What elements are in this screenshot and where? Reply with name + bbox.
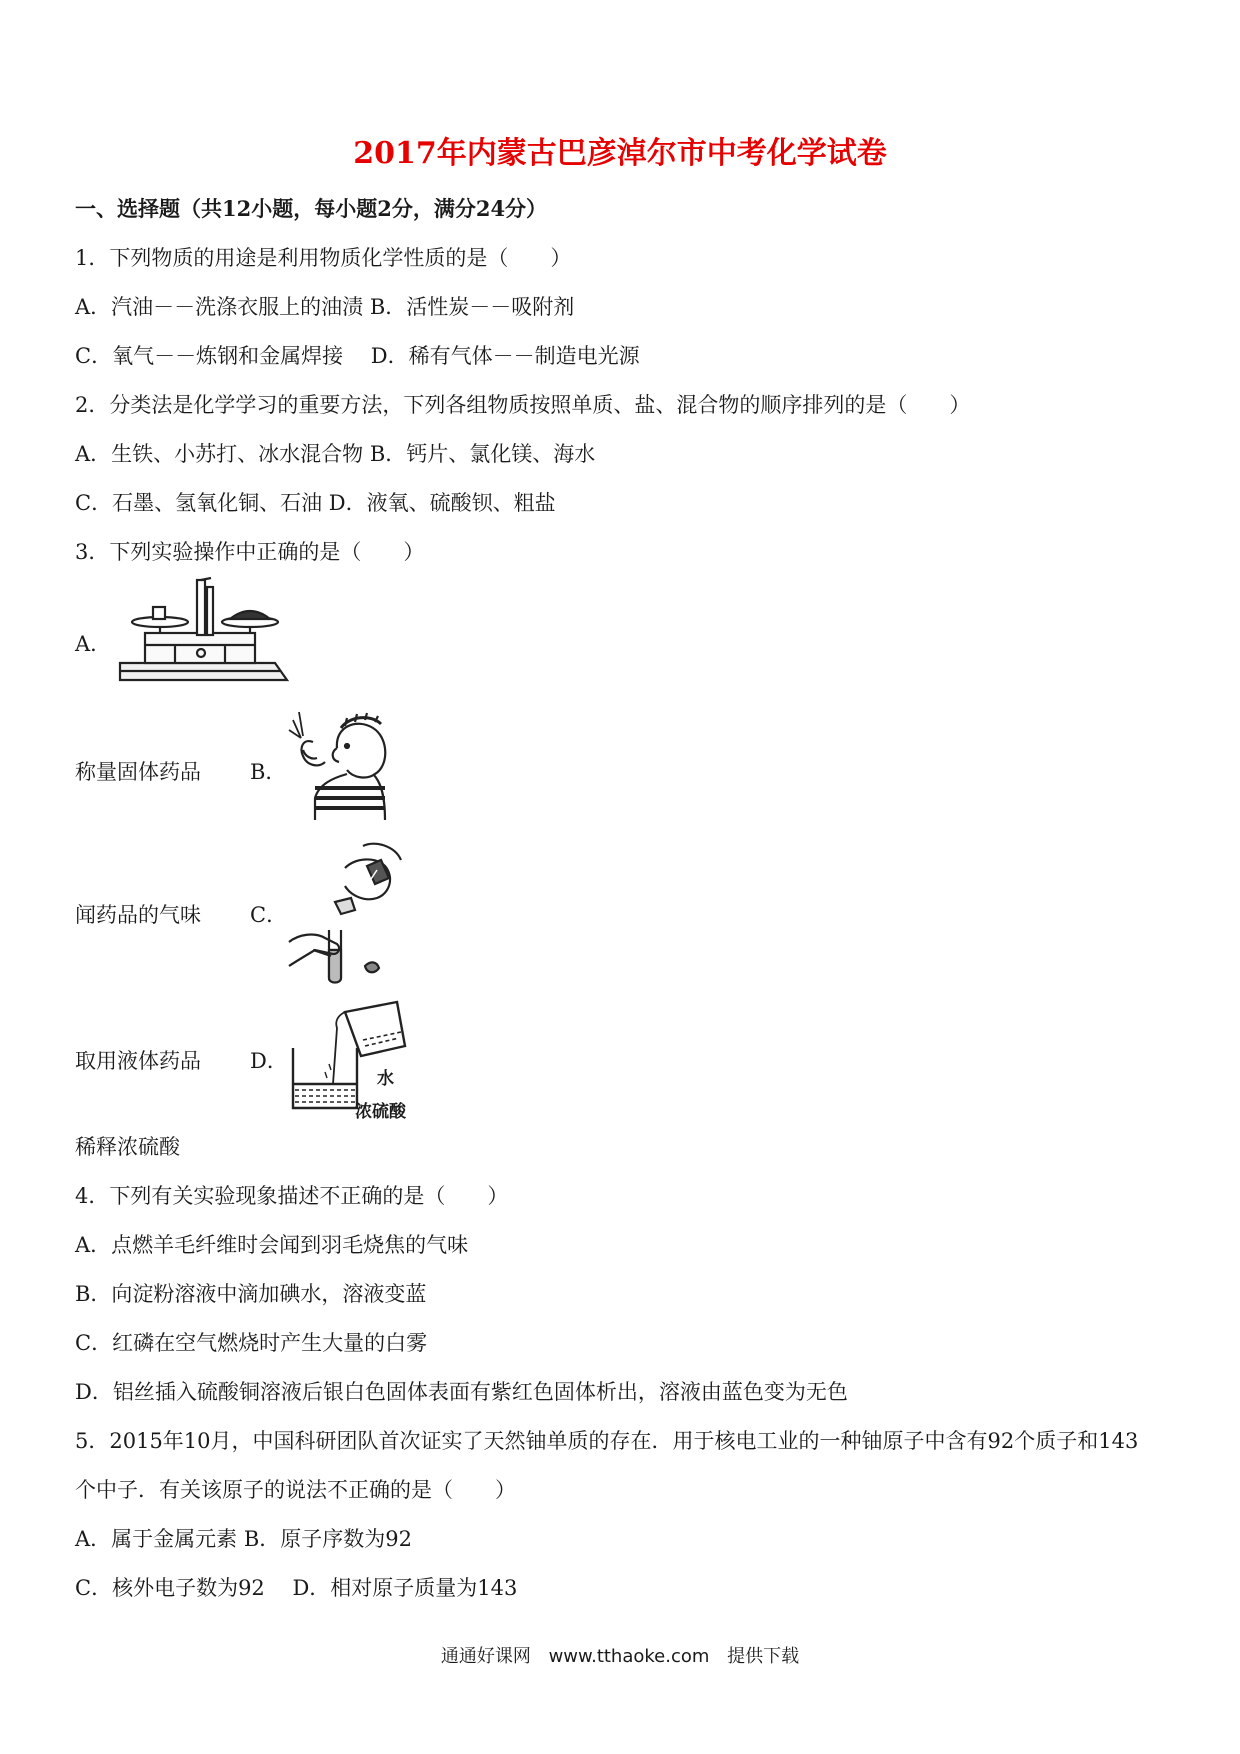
dilution-illustration — [285, 1000, 415, 1122]
q2-stem: 2．分类法是化学学习的重要方法，下列各组物质按照单质、盐、混合物的顺序排列的是（ ） — [75, 393, 971, 417]
q4-option-a: A．点燃羊毛纤维时会闻到羽毛烧焦的气味 — [75, 1233, 469, 1257]
q3-option-d-letter: D． — [250, 1049, 288, 1073]
footer-site-name: 通通好课网 — [440, 1646, 531, 1667]
q5-stem-line1: 5．2015年10月，中国科研团队首次证实了天然铀单质的存在．用于核电工业的一种铀原子中含有92个质子和143 — [75, 1429, 1139, 1453]
q1-options-row2: C．氧气－－炼钢和金属焊接 D．稀有气体－－制造电光源 — [75, 344, 640, 368]
q3-option-b-letter: B． — [250, 760, 287, 784]
q5-options-row2: C．核外电子数为92 D．相对原子质量为143 — [75, 1576, 518, 1600]
q1-stem: 1．下列物质的用途是利用物质化学性质的是（ ） — [75, 246, 572, 270]
q4-stem: 4．下列有关实验现象描述不正确的是（ ） — [75, 1184, 509, 1208]
q3-option-d-caption: 稀释浓硫酸 — [75, 1135, 180, 1159]
q2-options-row1: A．生铁、小苏打、冰水混合物 B．钙片、氯化镁、海水 — [75, 442, 596, 466]
water-label: 水 — [377, 1069, 394, 1089]
q4-option-d: D．铝丝插入硫酸铜溶液后银白色固体表面有紫红色固体析出，溶液由蓝色变为无色 — [75, 1380, 848, 1404]
section-heading: 一、选择题（共12小题，每小题2分，满分24分） — [75, 196, 548, 221]
balance-scale-illustration — [115, 575, 295, 690]
smelling-reagent-illustration — [285, 708, 395, 820]
page-footer — [0, 1642, 1240, 1668]
q3-option-a-caption: 称量固体药品 — [75, 760, 201, 784]
q4-option-c: C．红磷在空气燃烧时产生大量的白雾 — [75, 1331, 428, 1355]
q5-stem-line2: 个中子．有关该原子的说法不正确的是（ ） — [75, 1478, 516, 1502]
q3-option-c-caption: 取用液体药品 — [75, 1049, 201, 1073]
q3-option-b-caption: 闻药品的气味 — [75, 903, 201, 927]
q3-option-a-letter: A． — [75, 632, 112, 656]
q4-option-b: B．向淀粉溶液中滴加碘水，溶液变蓝 — [75, 1282, 427, 1306]
page-title: 2017年内蒙古巴彦淖尔市中考化学试卷 — [353, 136, 887, 171]
q2-options-row2: C．石墨、氢氧化铜、石油 D．液氧、硫酸钡、粗盐 — [75, 491, 556, 515]
liquid-pouring-illustration — [285, 838, 410, 988]
footer-download-text: 提供下载 — [727, 1646, 800, 1667]
q1-options-row1: A．汽油－－洗涤衣服上的油渍 B．活性炭－－吸附剂 — [75, 295, 575, 319]
q5-options-row1: A．属于金属元素 B．原子序数为92 — [75, 1527, 412, 1551]
footer-url[interactable]: www.tthaoke.com — [548, 1646, 710, 1667]
q3-option-c-letter: C． — [250, 903, 288, 927]
q3-stem: 3．下列实验操作中正确的是（ ） — [75, 540, 425, 564]
acid-label: 浓硫酸 — [355, 1102, 406, 1122]
